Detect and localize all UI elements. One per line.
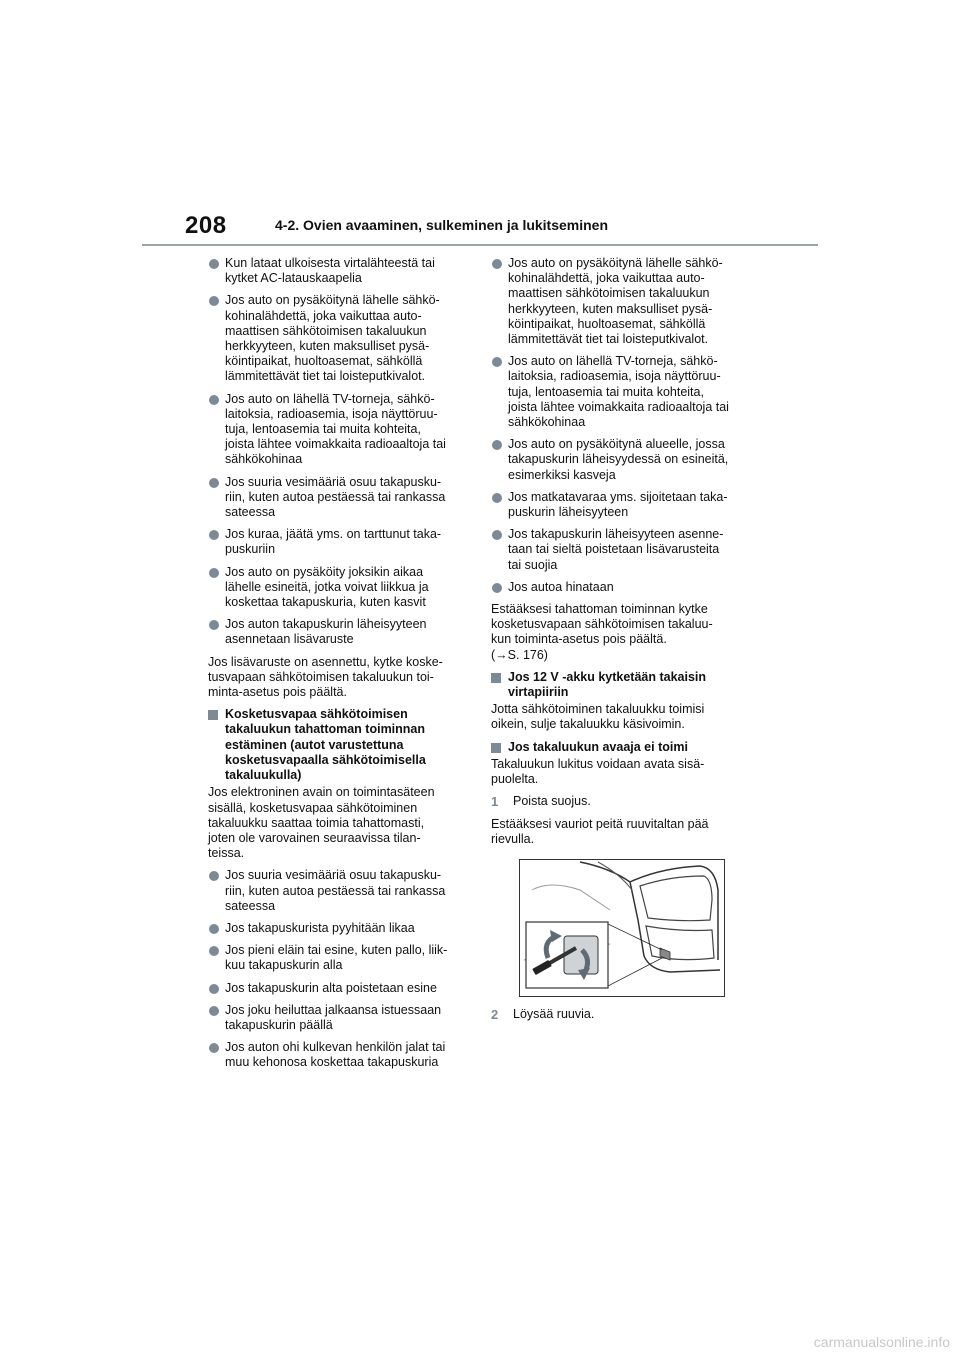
text-line: Jotta sähkötoiminen takaluukku toimisi	[491, 702, 705, 717]
text-line: (→S. 176)	[491, 647, 548, 662]
step-1-text: Poista suojus.	[513, 794, 591, 809]
text-line: maattisen sähkötoimisen takaluukun	[225, 323, 427, 338]
text-line: kohinalähdettä, joka vaikuttaa auto-	[225, 308, 422, 323]
text-line: Jos kuraa, jäätä yms. on tarttunut taka-	[225, 527, 442, 542]
round-bullet-icon	[209, 924, 219, 934]
text-line: Jos elektroninen avain on toimintasäteen	[208, 785, 435, 800]
text-line: joten ole varovainen seuraavissa tilan-	[208, 830, 421, 845]
text-line: kohinalähdettä, joka vaikuttaa auto-	[508, 271, 705, 286]
page-number: 208	[185, 212, 227, 239]
right-heading-2	[491, 740, 753, 755]
round-bullet-icon	[492, 440, 502, 450]
bullet-item	[208, 565, 470, 611]
text-line: takapuskurin läheisyydessä on esineitä,	[508, 452, 729, 467]
text-line: Jos 12 V -akku kytketään takaisin	[508, 669, 707, 684]
square-bullet-icon	[491, 673, 501, 683]
text-line: Kosketusvapaa sähkötoimisen	[225, 707, 408, 722]
text-line: Jos takapuskurin alta poistetaan esine	[225, 980, 437, 995]
text-line: Jos lisävaruste on asennettu, kytke koske-	[208, 654, 443, 669]
text-line: Jos auto on pysäköity joksikin aikaa	[225, 564, 424, 579]
text-line: Estääksesi vauriot peitä ruuvitaltan pää	[491, 816, 709, 831]
text-line: Takaluukun lukitus voidaan avata sisä-	[491, 756, 705, 771]
text-line: sateessa	[225, 898, 276, 913]
round-bullet-icon	[209, 871, 219, 881]
text-line: Jos takapuskurin läheisyyteen asenne-	[508, 527, 724, 542]
text-line: lähelle esineitä, jotka voivat liikkua ja	[225, 579, 429, 594]
text-line: tuja, lentoasemia tai muita kohteita,	[225, 422, 421, 437]
text-line: lämmitettävät tiet tai loisteputkivalot.	[225, 369, 426, 384]
text-line: köintipaikat, huoltoasemat, sähköllä	[225, 354, 423, 369]
square-bullet-icon	[208, 710, 218, 720]
left-bullet-list-b	[208, 868, 470, 1070]
bullet-item	[208, 1040, 470, 1070]
round-bullet-icon	[209, 984, 219, 994]
text-line: kun toiminta-asetus pois päältä.	[491, 632, 667, 647]
text-line: takaluukulla)	[225, 768, 302, 783]
text-line: riin, kuten autoa pestäessä tai rankassa	[225, 883, 446, 898]
bullet-item	[491, 490, 753, 520]
text-line: köintipaikat, huoltoasemat, sähköllä	[508, 316, 706, 331]
right-paragraph-3	[491, 757, 753, 787]
watermark: carmanualsonline.info	[813, 1334, 950, 1350]
text-line: rievulla.	[491, 831, 535, 846]
round-bullet-icon	[209, 530, 219, 540]
header-divider	[142, 244, 818, 246]
text-line: laitoksia, radioasemia, isoja näyttöruu-	[225, 406, 438, 421]
round-bullet-icon	[492, 357, 502, 367]
text-line: Estääksesi tahattoman toiminnan kytke	[491, 602, 708, 617]
bullet-item	[208, 981, 470, 996]
round-bullet-icon	[492, 530, 502, 540]
left-heading-1-text	[225, 707, 470, 783]
text-line: joista lähtee voimakkaita radioaaltoja tai	[508, 399, 729, 414]
round-bullet-icon	[209, 1043, 219, 1053]
left-column	[208, 256, 470, 1078]
text-line: kuu takapuskurin alla	[225, 958, 343, 973]
round-bullet-icon	[209, 259, 219, 269]
text-line: Jos auto on pysäköitynä lähelle sähkö-	[225, 293, 440, 308]
text-line: kosketusvapaalla sähkötoimisella	[225, 752, 426, 767]
text-line: kytket AC-latauskaapelia	[225, 271, 362, 286]
text-line: Jos auton ohi kulkevan henkilön jalat tai	[225, 1040, 446, 1055]
text-line: riin, kuten autoa pestäessä tai rankassa	[225, 489, 446, 504]
round-bullet-icon	[492, 259, 502, 269]
text-line: virtapiiriin	[508, 685, 569, 700]
bullet-item	[208, 617, 470, 647]
text-line: Jos autoa hinataan	[508, 579, 614, 594]
text-line: tusvapaan sähkötoimisen takaluukun toi-	[208, 669, 434, 684]
bullet-item	[208, 256, 470, 286]
round-bullet-icon	[209, 478, 219, 488]
text-line: Jos pieni eläin tai esine, kuten pallo, liik-	[225, 943, 448, 958]
round-bullet-icon	[209, 1006, 219, 1016]
text-line: Jos suuria vesimääriä osuu takapusku-	[225, 868, 442, 883]
text-line: Jos suuria vesimääriä osuu takapusku-	[225, 474, 442, 489]
bullet-item	[208, 392, 470, 468]
text-line: puolelta.	[491, 772, 539, 787]
left-paragraph-2	[208, 785, 470, 861]
text-line: herkkyyteen, kuten maksulliset pysä-	[225, 339, 430, 354]
text-line: sähkökohinaa	[508, 415, 586, 430]
text-line: Jos auto on pysäköitynä lähelle sähkö-	[508, 256, 723, 270]
text-line: taan tai sieltä poistetaan lisävarusteita	[508, 542, 720, 557]
tailgate-illustration-svg	[520, 860, 724, 996]
text-line: koskettaa takapuskuria, kuten kasvit	[225, 595, 426, 610]
text-line: Jos joku heiluttaa jalkaansa istuessaan	[225, 1002, 442, 1017]
right-column	[491, 256, 753, 1029]
text-line: Jos auto on lähellä TV-torneja, sähkö-	[225, 391, 435, 406]
bullet-item	[208, 527, 470, 557]
bullet-item	[208, 293, 470, 384]
text-line: Jos matkatavaraa yms. sijoitetaan taka-	[508, 489, 728, 504]
bullet-item	[208, 943, 470, 973]
text-line: minta-asetus pois päältä.	[208, 685, 347, 700]
bullet-item	[491, 437, 753, 483]
text-line: tai suojia	[508, 557, 558, 572]
step-1	[491, 794, 753, 809]
text-line: estäminen (autot varustettuna	[225, 737, 404, 752]
text-line: herkkyyteen, kuten maksulliset pysä-	[508, 301, 713, 316]
bullet-item	[208, 475, 470, 521]
right-paragraph-4	[491, 817, 753, 847]
step-1-number: 1	[491, 794, 499, 810]
text-line: Jos auton takapuskurin läheisyyteen	[225, 617, 427, 632]
right-bullet-list	[491, 256, 753, 595]
text-line: Jos takapuskurista pyyhitään likaa	[225, 920, 415, 935]
text-line: sateessa	[225, 505, 276, 520]
text-line: puskuriin	[225, 542, 276, 557]
round-bullet-icon	[209, 620, 219, 630]
round-bullet-icon	[492, 493, 502, 503]
bullet-item	[491, 580, 753, 595]
text-line: sisällä, kosketusvapaa sähkötoiminen	[208, 800, 418, 815]
tailgate-screw-illustration	[519, 859, 725, 997]
text-line: tuja, lentoasemia tai muita kohteita,	[508, 384, 704, 399]
text-line: maattisen sähkötoimisen takaluukun	[508, 286, 710, 301]
round-bullet-icon	[209, 946, 219, 956]
left-bullet-list-a	[208, 256, 470, 648]
text-line: takaluukku saattaa toimia tahattomasti,	[208, 815, 425, 830]
step-2-number: 2	[491, 1006, 499, 1022]
text-line: lämmitettävät tiet tai loisteputkivalot.	[508, 332, 709, 347]
text-line: takapuskurin päällä	[225, 1017, 333, 1032]
bullet-item	[208, 1003, 470, 1033]
bullet-item	[491, 527, 753, 573]
text-line: muu kehonosa koskettaa takapuskuria	[225, 1055, 439, 1070]
bullet-item	[208, 921, 470, 936]
text-line: esimerkiksi kasveja	[508, 467, 616, 482]
right-heading-1-text	[508, 670, 753, 700]
text-line: sähkökohinaa	[225, 452, 303, 467]
text-line: Jos takaluukun avaaja ei toimi	[508, 739, 688, 754]
text-line: kosketusvapaan sähkötoimisen takaluu-	[491, 617, 713, 632]
bullet-item	[491, 354, 753, 430]
round-bullet-icon	[209, 568, 219, 578]
bullet-item	[491, 256, 753, 347]
text-line: oikein, sulje takaluukku käsivoimin.	[491, 717, 685, 732]
right-paragraph-1	[491, 602, 753, 663]
text-line: takaluukun tahattoman toiminnan	[225, 722, 426, 737]
text-line: puskurin läheisyyteen	[508, 505, 629, 520]
text-line: joista lähtee voimakkaita radioaaltoja tai	[225, 437, 446, 452]
text-line: laitoksia, radioasemia, isoja näyttöruu-	[508, 369, 721, 384]
round-bullet-icon	[209, 296, 219, 306]
text-line: teissa.	[208, 846, 245, 861]
text-line: asennetaan lisävaruste	[225, 632, 354, 647]
bullet-item	[208, 868, 470, 914]
page-header	[142, 212, 818, 248]
step-2-text: Löysää ruuvia.	[513, 1006, 595, 1021]
square-bullet-icon	[491, 743, 501, 753]
text-line: Jos auto on pysäköitynä alueelle, jossa	[508, 437, 725, 452]
text-line: Kun lataat ulkoisesta virtalähteestä tai	[225, 256, 435, 270]
left-heading-1	[208, 707, 470, 783]
right-heading-1	[491, 670, 753, 700]
right-paragraph-2	[491, 702, 753, 732]
step-2	[491, 1007, 753, 1022]
left-paragraph-1	[208, 655, 470, 701]
round-bullet-icon	[209, 395, 219, 405]
round-bullet-icon	[492, 583, 502, 593]
text-line: Jos auto on lähellä TV-torneja, sähkö-	[508, 354, 718, 369]
right-heading-2-text	[508, 740, 753, 755]
section-title: 4-2. Ovien avaaminen, sulkeminen ja lukitseminen	[275, 217, 609, 233]
